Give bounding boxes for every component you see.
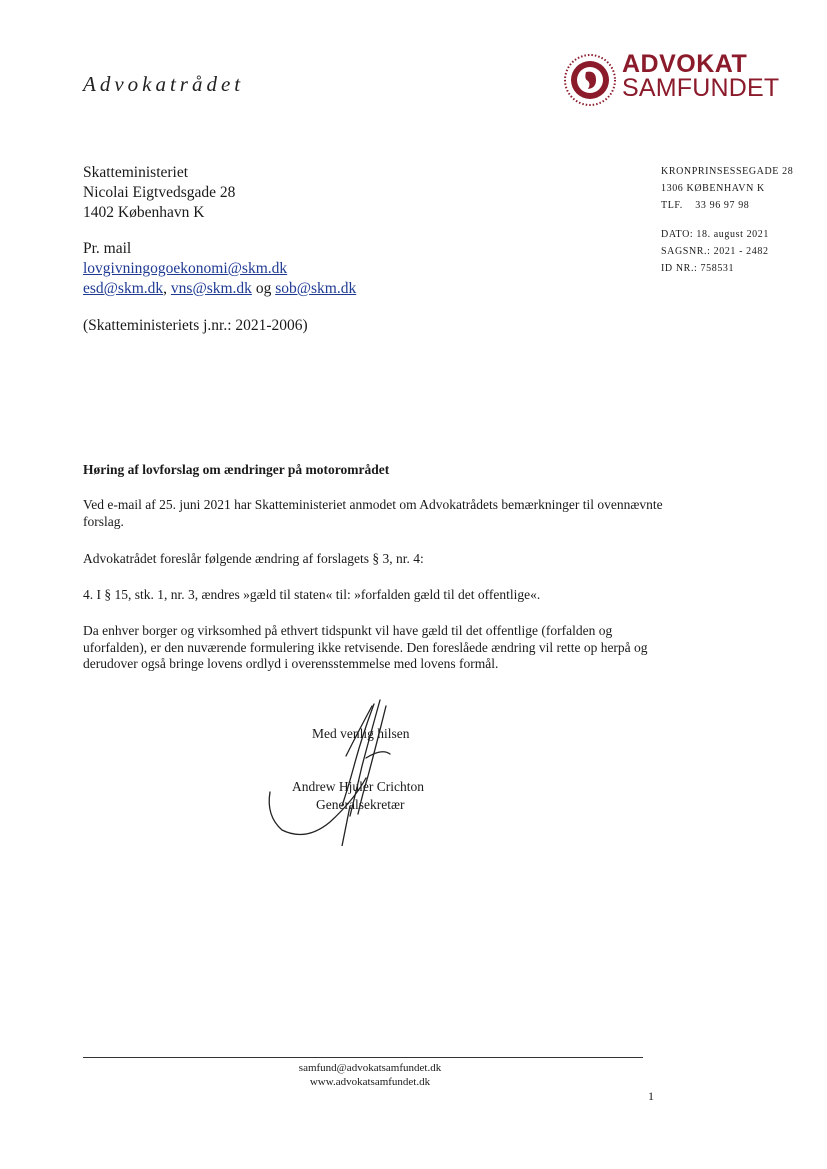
- closing-greeting: Med venlig hilsen: [312, 726, 410, 741]
- recipient-line-2: Nicolai Eigtvedsgade 28: [83, 184, 236, 201]
- delivery-block: [83, 239, 356, 299]
- email-separator: ,: [163, 280, 168, 297]
- email-link-esd[interactable]: esd@skm.dk: [83, 280, 164, 297]
- sender-info-column: [661, 163, 793, 277]
- seal-icon: [562, 52, 618, 108]
- logo-text-samfundet: SAMFUNDET: [622, 74, 780, 102]
- recipient-line-1: Skatteministeriet: [83, 164, 189, 181]
- phone-number: 33 96 97 98: [695, 200, 750, 211]
- paragraph-proposal: Advokatrådet foreslår følgende ændring af forslagets § 3, nr. 4:: [83, 551, 424, 566]
- sender-phone: [661, 197, 793, 214]
- reference-number: (Skatteministeriets j.nr.: 2021-2006): [83, 317, 308, 334]
- case-number: SAGSNR.: 2021 - 2482: [661, 246, 769, 257]
- handwritten-signature: [262, 696, 452, 846]
- footer-email[interactable]: samfund@advokatsamfundet.dk: [298, 1062, 442, 1074]
- letter-date: DATO: 18. august 2021: [661, 229, 769, 240]
- footer-divider: [83, 1057, 643, 1058]
- email-link-sob[interactable]: sob@skm.dk: [275, 280, 357, 297]
- letter-subject: Høring af lovforslag om ændringer på motorområdet: [83, 462, 390, 477]
- sender-city: 1306 KØBENHAVN K: [661, 183, 765, 194]
- paragraph-intro: Ved e-mail af 25. juni 2021 har Skatteministeriet anmodet om Advokatrådets bemærkninger til ovennævnte forslag.: [83, 497, 663, 529]
- sender-street: KRONPRINSESSEGADE 28: [661, 166, 794, 177]
- paragraph-amendment: 4. I § 15, stk. 1, nr. 3, ændres »gæld til staten« til: »forfalden gæld til det offentlige«.: [83, 587, 541, 602]
- recipient-line-3: 1402 København K: [83, 204, 205, 221]
- recipient-address: [83, 163, 235, 223]
- signatory-title: Generalsekretær: [316, 797, 405, 812]
- id-number: ID NR.: 758531: [661, 263, 735, 274]
- footer-website[interactable]: www.advokatsamfundet.dk: [309, 1076, 431, 1088]
- sender-name-script: Advokatrådet: [83, 72, 245, 96]
- phone-label: TLF.: [661, 200, 683, 211]
- delivery-label: Pr. mail: [83, 240, 132, 257]
- footer-contact: [220, 1061, 520, 1089]
- page-number: 1: [648, 1089, 654, 1103]
- logo-text-advokat: ADVOKAT: [622, 50, 748, 78]
- email-link-vns[interactable]: vns@skm.dk: [170, 280, 252, 297]
- paragraph-rationale: Da enhver borger og virksomhed på ethvert tidspunkt vil have gæld til det offentlige (forfalden og uforfalden), er den nuværende formulering ikke retvisende. Den foreslåede ændring vil rette op herpå og derudover også bringe lovens ordlyd i overensstemmelse med lovens formål.: [83, 623, 648, 671]
- email-link-main[interactable]: lovgivningogoekonomi@skm.dk: [83, 260, 288, 277]
- advokatsamfundet-logo: [562, 50, 782, 110]
- email-conjunction: og: [255, 280, 272, 297]
- signatory-name: Andrew Hjuler Crichton: [292, 779, 424, 794]
